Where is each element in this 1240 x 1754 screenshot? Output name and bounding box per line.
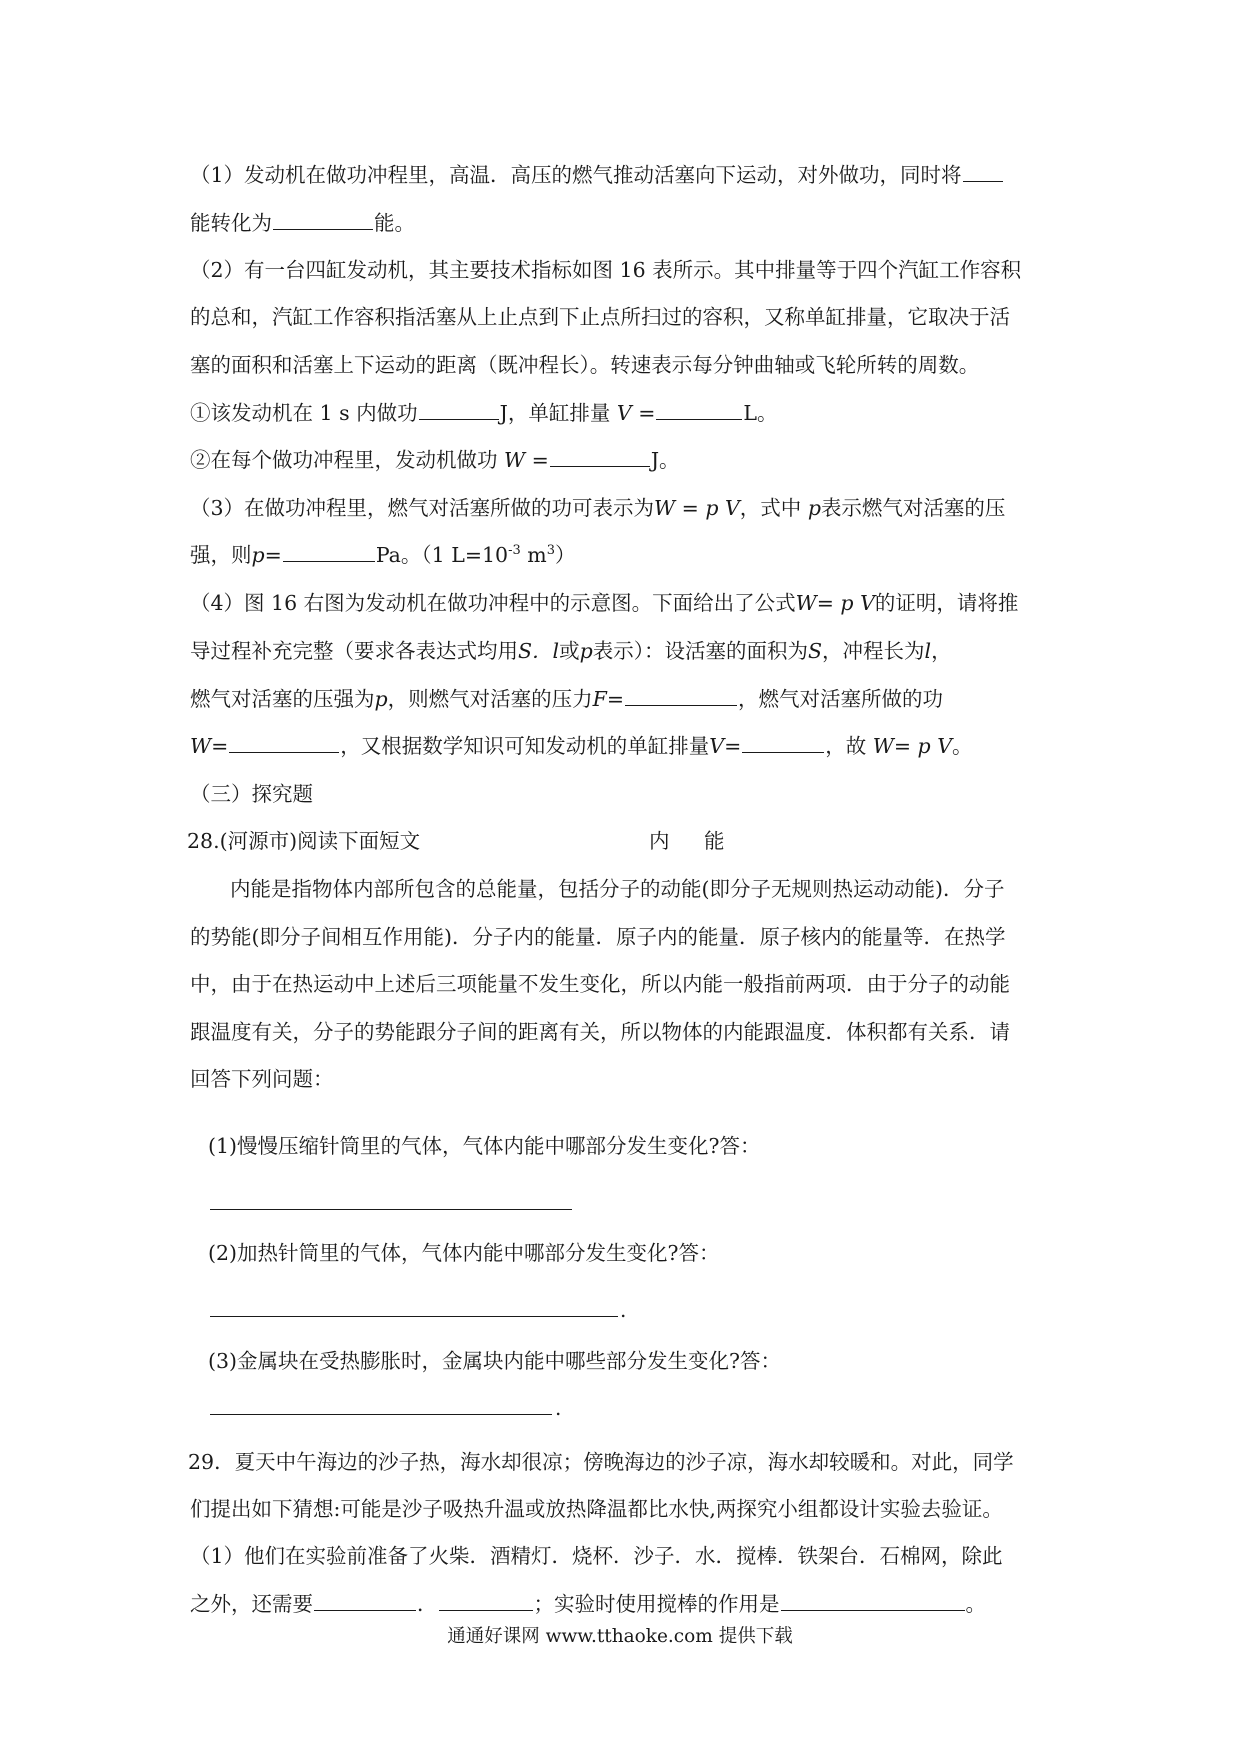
q27-part1-text2: 能转化为	[190, 211, 272, 235]
var-p: p	[807, 496, 821, 520]
q28-heading: 28.(河源市)阅读下面短文	[187, 829, 421, 853]
q28-para-line4: 跟温度有关，分子的势能跟分子间的距离有关，所以物体的内能跟温度．体积都有关系．请	[190, 1020, 1010, 1044]
var-s: S	[807, 639, 823, 663]
blank-energy-to[interactable]	[273, 208, 373, 230]
blank-equipment-1[interactable]	[314, 1589, 416, 1611]
q27-part4-text4: 表示）：设活塞的面积为	[592, 639, 808, 663]
q28-sub1: (1)慢慢压缩针筒里的气体，气体内能中哪部分发生变化?答：	[208, 1134, 761, 1158]
separator: ．	[417, 1592, 438, 1616]
var-l: l	[924, 639, 932, 663]
text-or: 或	[559, 639, 580, 663]
q27-part1-text3: 能。	[374, 211, 415, 235]
var-v: V	[709, 734, 725, 758]
section-heading: （三）探究题	[190, 782, 313, 806]
text-therefore: ，故	[825, 734, 867, 758]
q27-part4-line3	[190, 684, 943, 714]
q27-part4-text6: 燃气对活塞的压强为	[190, 687, 375, 711]
q27-part2-line1: （2）有一台四缸发动机，其主要技术指标如图 16 表所示。其中排量等于四个汽缸工作容积	[190, 258, 1022, 282]
eq-sign: =	[525, 448, 549, 472]
blank-displacement[interactable]	[656, 398, 742, 420]
unit-text: Pa。（1 L=10	[375, 543, 509, 567]
var-v: V	[616, 401, 632, 425]
q29-line3: （1）他们在实验前准备了火柴．酒精灯．烧杯．沙子．水．搅棒．铁架台．石棉网，除此	[190, 1544, 1003, 1568]
vars-s-l: S．l	[518, 639, 560, 663]
q27-part1-text: （1）发动机在做功冲程里，高温．高压的燃气推动活塞向下运动，对外做功，同时将	[190, 163, 962, 187]
eq-sign: =	[724, 734, 742, 758]
q27-sub2-text: ②在每个做功冲程里，发动机做功	[190, 448, 498, 472]
blank-stirrer-purpose[interactable]	[781, 1589, 965, 1611]
eq-sign: =	[264, 543, 282, 567]
formula-w-pv: W = p V	[654, 496, 740, 520]
q27-part4-line4	[190, 731, 973, 761]
q27-part4-line1	[190, 588, 1018, 618]
q27-part4-text5: ，冲程长为	[822, 639, 925, 663]
blank-energy-from[interactable]	[963, 160, 1003, 182]
q27-part4-line2	[190, 636, 952, 666]
q29-text2: ；实验时使用搅棒的作用是	[533, 1592, 780, 1616]
answer-line-2[interactable]	[210, 1316, 618, 1317]
answer-line-1[interactable]	[210, 1209, 572, 1210]
paren-close: ）	[555, 543, 576, 567]
period: 。	[965, 1592, 986, 1616]
var-f: F	[592, 687, 607, 711]
q28-para-line3: 中，由于在热运动中上述后三项能量不发生变化，所以内能一般指前两项．由于分子的动能	[190, 972, 1010, 996]
var-p: p	[251, 543, 265, 567]
q27-sub1-line	[190, 398, 778, 428]
q27-part2-line3: 塞的面积和活塞上下运动的距离（既冲程长）。转速表示每分钟曲轴或飞轮所转的周数。	[190, 353, 980, 377]
q27-sub2-unit: J。	[650, 448, 680, 472]
formula-w-pv: W= p V	[872, 734, 953, 758]
q27-part4-text8: ，燃气对活塞所做的功	[738, 687, 944, 711]
eq-sign: =	[211, 734, 229, 758]
eq-sign: =	[606, 687, 625, 711]
blank-force[interactable]	[625, 684, 737, 706]
q29-line2: 们提出如下猜想:可能是沙子吸热升温或放热降温都比水快,两探究小组都设计实验去验证。	[190, 1497, 1003, 1521]
exponent: -3	[508, 543, 521, 559]
q29-text: 之外，还需要	[190, 1592, 313, 1616]
q28-heading-line	[187, 826, 725, 856]
passage-title-char1: 内	[649, 829, 670, 853]
blank-work-per-second[interactable]	[419, 398, 499, 420]
blank-volume[interactable]	[742, 731, 824, 753]
q27-part4-text3: 导过程补充完整（要求各表达式均用	[190, 639, 518, 663]
q27-part3-text4: 强，则	[190, 543, 252, 567]
blank-pressure[interactable]	[283, 540, 375, 562]
q27-part3-text: （3）在做功冲程里，燃气对活塞所做的功可表示为	[190, 496, 655, 520]
q28-sub2: (2)加热针筒里的气体，气体内能中哪部分发生变化?答：	[208, 1241, 720, 1265]
q27-sub1-text: ①该发动机在 1 s 内做功	[190, 401, 418, 425]
q27-part3-line2	[190, 540, 576, 570]
var-p: p	[579, 639, 593, 663]
passage-title-char2: 能	[704, 829, 725, 853]
q27-part3-line1	[190, 493, 1005, 523]
q27-sub2-line	[190, 445, 680, 475]
unit-m: m	[520, 543, 547, 567]
period: 。	[952, 734, 973, 758]
answer-dot-2: .	[620, 1298, 627, 1322]
q28-para-line2: 的势能(即分子间相互作用能)．分子内的能量．原子内的能量．原子核内的能量等．在热学	[190, 925, 1006, 949]
q27-part1-line1	[190, 160, 1004, 190]
var-w: W	[190, 734, 212, 758]
q27-part4-text2: 的证明，请将推	[874, 591, 1019, 615]
var-w: W	[504, 448, 526, 472]
q29-line1: 29．夏天中午海边的沙子热，海水却很凉；傍晚海边的沙子凉，海水却较暖和。对此，同学	[188, 1450, 1014, 1474]
eq-sign: =	[631, 401, 656, 425]
comma: ，	[931, 639, 952, 663]
var-p: p	[374, 687, 388, 711]
q27-part3-text3: 表示燃气对活塞的压	[820, 496, 1006, 520]
q27-part4-text9: ，又根据数学知识可知发动机的单缸排量	[340, 734, 710, 758]
q27-part1-line2	[190, 208, 415, 238]
answer-dot-3: .	[555, 1396, 562, 1420]
q27-part2-line2: 的总和，汽缸工作容积指活塞从上止点到下止点所扫过的容积，又称单缸排量，它取决于活	[190, 305, 1010, 329]
blank-work-per-stroke[interactable]	[550, 445, 650, 467]
q27-part4-text7: ，则燃气对活塞的压力	[387, 687, 593, 711]
q27-sub1-unit: L。	[743, 401, 778, 425]
q28-para-line1: 内能是指物体内部所包含的总能量，包括分子的动能(即分子无规则热运动动能)．分子	[230, 877, 1005, 901]
q27-part3-text2: ，式中	[739, 496, 802, 520]
page-footer: 通通好课网 www.tthaoke.com 提供下载	[447, 1626, 793, 1647]
formula-w-pv: W= p V	[795, 591, 875, 615]
q29-line4	[190, 1589, 986, 1619]
blank-equipment-2[interactable]	[439, 1589, 533, 1611]
q27-sub1-text2: J，单缸排量	[499, 401, 611, 425]
exponent: 3	[546, 543, 556, 559]
q28-sub3: (3)金属块在受热膨胀时，金属块内能中哪些部分发生变化?答：	[208, 1349, 782, 1373]
answer-line-3[interactable]	[210, 1414, 552, 1415]
q27-part4-text: （4）图 16 右图为发动机在做功冲程中的示意图。下面给出了公式	[190, 591, 796, 615]
q28-para-line5: 回答下列问题：	[190, 1067, 334, 1091]
blank-work[interactable]	[229, 731, 339, 753]
